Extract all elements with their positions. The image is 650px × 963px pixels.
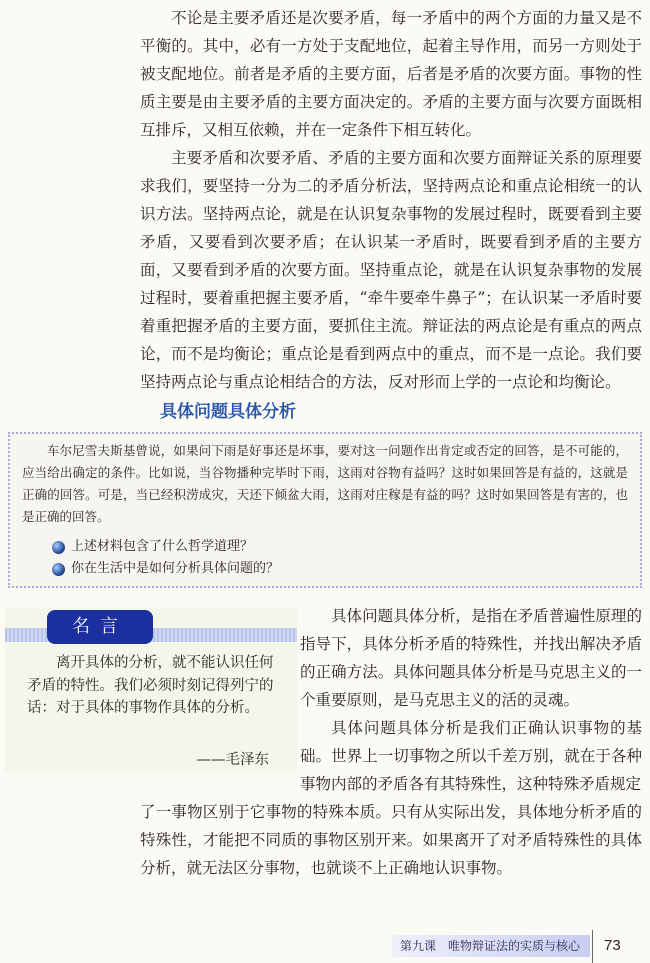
famous-quote-box	[5, 608, 297, 773]
question-text: 你在生活中是如何分析具体问题的？	[71, 561, 280, 576]
question-item	[52, 558, 628, 580]
quote-and-text-section	[0, 602, 650, 798]
page-content	[0, 4, 650, 882]
paragraph-3a: 具体问题具体分析，是指在矛盾普遍性原理的指导下，具体分析矛盾的特殊性，并找出解决矛盾的正确方法。具体问题具体分析是马克思主义的一个重要原则，是马克思主义的活的灵魂。	[300, 607, 642, 709]
quote-author: ——毛泽东	[196, 752, 269, 768]
chapter-footer: 第九课 唯物辩证法的实质与核心	[392, 935, 590, 957]
quote-tag: 名言	[47, 610, 153, 644]
globe-bullet-icon	[52, 563, 65, 576]
footer-divider	[592, 930, 593, 963]
question-text: 上述材料包含了什么哲学道理？	[71, 539, 254, 554]
paragraph-1: 不论是主要矛盾还是次要矛盾，每一矛盾中的两个方面的力量又是不平衡的。其中，必有一方处于支配地位，起着主导作用，而另一方则处于被支配地位。前者是矛盾的主要方面，后者是矛盾的次要方面。事物的性质主要是由主要矛盾的主要方面决定的。矛盾的主要方面与次要方面既相互排斥，又相互依赖，并在一定条件下相互转化。	[140, 9, 642, 139]
paragraph-4: 了一事物区别于它事物的特殊本质。只有从实际出发，具体地分析矛盾的特殊性，才能把不同质的事物区别开来。如果离开了对矛盾特殊性的具体分析，就无法区分事物，也就谈不上正确地认识事物。	[140, 803, 642, 877]
right-column-text	[300, 602, 642, 798]
question-item	[52, 536, 628, 558]
paragraph-2: 主要矛盾和次要矛盾、矛盾的主要方面和次要方面辩证关系的原理要求我们，要坚持一分为二的矛盾分析法，坚持两点论和重点论相统一的认识方法。坚持两点论，就是在认识复杂事物的发展过程时，既要看到主要矛盾，又要看到次要矛盾；在认识某一矛盾时，既要看到矛盾的主要方面，又要看到矛盾的次要方面。坚持重点论，就是在认识复杂事物的发展过程时，要着重把握主要矛盾，“牵牛要牵牛鼻子”；在认识某一矛盾时要着重把握矛盾的主要方面，要抓住主流。辩证法的两点论是有重点的两点论，而不是均衡论；重点论是看到两点中的重点，而不是一点论。我们要坚持两点论与重点论相结合的方法，反对形而上学的一点论和均衡论。	[140, 149, 642, 391]
paragraph-3b: 具体问题具体分析是我们正确认识事物的基础。世界上一切事物之所以千差万别，就在于各种事物内部的矛盾各有其特殊性，这种特殊矛盾规定	[300, 719, 642, 793]
section-heading: 具体问题具体分析	[160, 402, 296, 422]
case-study-box	[8, 432, 642, 588]
case-study-text: 车尔尼雪夫斯基曾说，如果问下雨是好事还是坏事，要对这一问题作出肯定或否定的回答，是不可能的，应当给出确定的条件。比如说，当谷物播种完毕时下雨，这雨对谷物有益吗？这时如果回答是有益的，这就是正确的回答。可是，当已经积涝成灾，天还下倾盆大雨，这雨对庄稼是有益的吗？这时如果回答是有害的，也是正确的回答。	[22, 443, 628, 524]
quote-text: 离开具体的分析，就不能认识任何矛盾的特性。我们必须时刻记得列宁的话：对于具体的事物作具体的分析。	[27, 655, 274, 716]
globe-bullet-icon	[52, 541, 65, 554]
page-number: 73	[604, 937, 621, 954]
